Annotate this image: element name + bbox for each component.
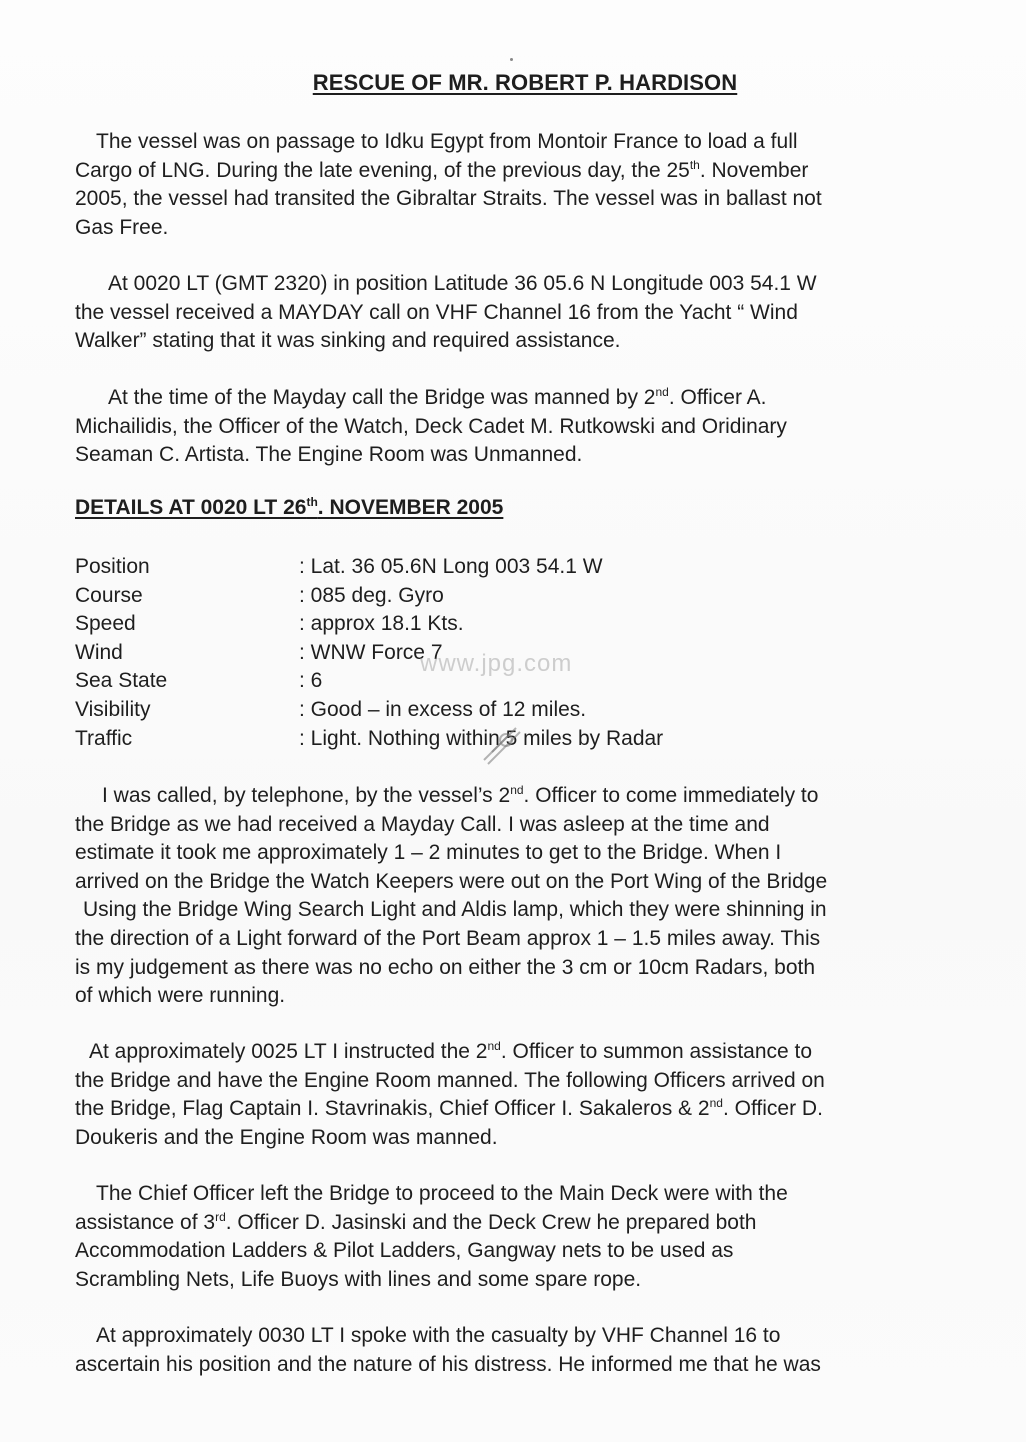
text-line: the Bridge as we had received a Mayday Call. I was asleep at the time and <box>75 812 770 836</box>
detail-label: Sea State <box>75 669 168 693</box>
scan-speck <box>510 58 513 61</box>
detail-label: Traffic <box>75 726 133 750</box>
text-line: Cargo of LNG. During the late evening, of the previous day, the 25th. November <box>75 157 809 182</box>
text-line: arrived on the Bridge the Watch Keepers were out on the Port Wing of the Bridge <box>75 869 828 893</box>
text-line: the Bridge, Flag Captain I. Stavrinakis, Chief Officer I. Sakaleros & 2nd. Officer D. <box>75 1096 823 1121</box>
detail-label: Position <box>75 555 150 578</box>
detail-label: Visibility <box>75 697 151 721</box>
detail-value: : Lat. 36 05.6N Long 003 54.1 W <box>299 555 603 578</box>
paragraph-vhf-contact <box>75 1322 985 1379</box>
watermark-text: www.jpg.com <box>420 650 573 677</box>
text-line: The Chief Officer left the Bridge to proceed to the Main Deck were with the <box>96 1182 788 1205</box>
detail-value: : Good – in excess of 12 miles. <box>299 697 587 721</box>
detail-value: : 6 <box>299 669 323 693</box>
details-heading: DETAILS AT 0020 LT 26th. NOVEMBER 2005 <box>75 495 504 519</box>
text-line: The vessel was on passage to Idku Egypt from Montoir France to load a full <box>96 130 798 153</box>
text-line: 2005, the vessel had transited the Gibraltar Straits. The vessel was in ballast not <box>75 187 822 211</box>
text-line: At 0020 LT (GMT 2320) in position Latitude 36 05.6 N Longitude 003 54.1 W <box>108 272 817 295</box>
text-line: Scrambling Nets, Life Buoys with lines and some spare rope. <box>75 1267 642 1291</box>
paragraph-passage <box>75 128 985 242</box>
text-line: the vessel received a MAYDAY call on VHF Channel 16 from the Yacht “ Wind <box>75 300 798 324</box>
detail-row-traffic <box>75 725 875 754</box>
detail-label: Course <box>75 583 143 607</box>
text-line: Michailidis, the Officer of the Watch, Deck Cadet M. Rutkowski and Oridinary <box>75 414 787 438</box>
text-line: is my judgement as there was no echo on either the 3 cm or 10cm Radars, both <box>75 955 816 979</box>
text-line: assistance of 3rd. Officer D. Jasinski and the Deck Crew he prepared both <box>75 1209 757 1234</box>
paragraph-called-to-bridge <box>75 782 985 1011</box>
paragraph-bridge-manning <box>75 384 985 470</box>
text-line: the Bridge and have the Engine Room manned. The following Officers arrived on <box>75 1068 825 1092</box>
text-line: Walker” stating that it was sinking and required assistance. <box>75 329 621 353</box>
text-line: of which were running. <box>75 984 286 1008</box>
detail-row-position <box>75 553 875 582</box>
text-line: Gas Free. <box>75 215 169 239</box>
detail-value: : approx 18.1 Kts. <box>299 612 464 636</box>
text-line: At approximately 0025 LT I instructed the 2nd. Officer to summon assistance to <box>89 1039 813 1063</box>
text-line: Using the Bridge Wing Search Light and Aldis lamp, which they were shinning in <box>83 898 827 922</box>
detail-label: Wind <box>75 640 123 664</box>
document-title: RESCUE OF MR. ROBERT P. HARDISON <box>312 70 738 95</box>
text-line: Doukeris and the Engine Room was manned. <box>75 1125 498 1149</box>
detail-label: Speed <box>75 612 136 636</box>
text-line: estimate it took me approximately 1 – 2 minutes to get to the Bridge. When I <box>75 841 782 865</box>
detail-value: : WNW Force 7 <box>299 640 443 664</box>
paragraph-summon-assistance <box>75 1038 985 1152</box>
text-line: I was called, by telephone, by the vessel’s 2nd. Officer to come immediately to <box>102 783 819 807</box>
text-line: Accommodation Ladders & Pilot Ladders, Gangway nets to be used as <box>75 1239 734 1263</box>
text-line: the direction of a Light forward of the Port Beam approx 1 – 1.5 miles away. This <box>75 926 821 950</box>
detail-row-visibility <box>75 696 875 725</box>
detail-value: : 085 deg. Gyro <box>299 583 444 607</box>
detail-row-speed <box>75 610 875 639</box>
detail-row-course <box>75 582 875 611</box>
text-line: At the time of the Mayday call the Bridge was manned by 2nd. Officer A. <box>108 385 767 409</box>
text-line: ascertain his position and the nature of his distress. He informed me that he was <box>75 1352 821 1376</box>
detail-value: : Light. Nothing within 5 miles by Radar <box>299 726 664 750</box>
text-line: At approximately 0030 LT I spoke with the casualty by VHF Channel 16 to <box>96 1324 781 1347</box>
text-line: Seaman C. Artista. The Engine Room was Unmanned. <box>75 443 583 467</box>
paragraph-mayday-call <box>75 270 985 356</box>
watermark-logo-icon <box>478 722 524 768</box>
paragraph-main-deck-preparations <box>75 1180 985 1294</box>
